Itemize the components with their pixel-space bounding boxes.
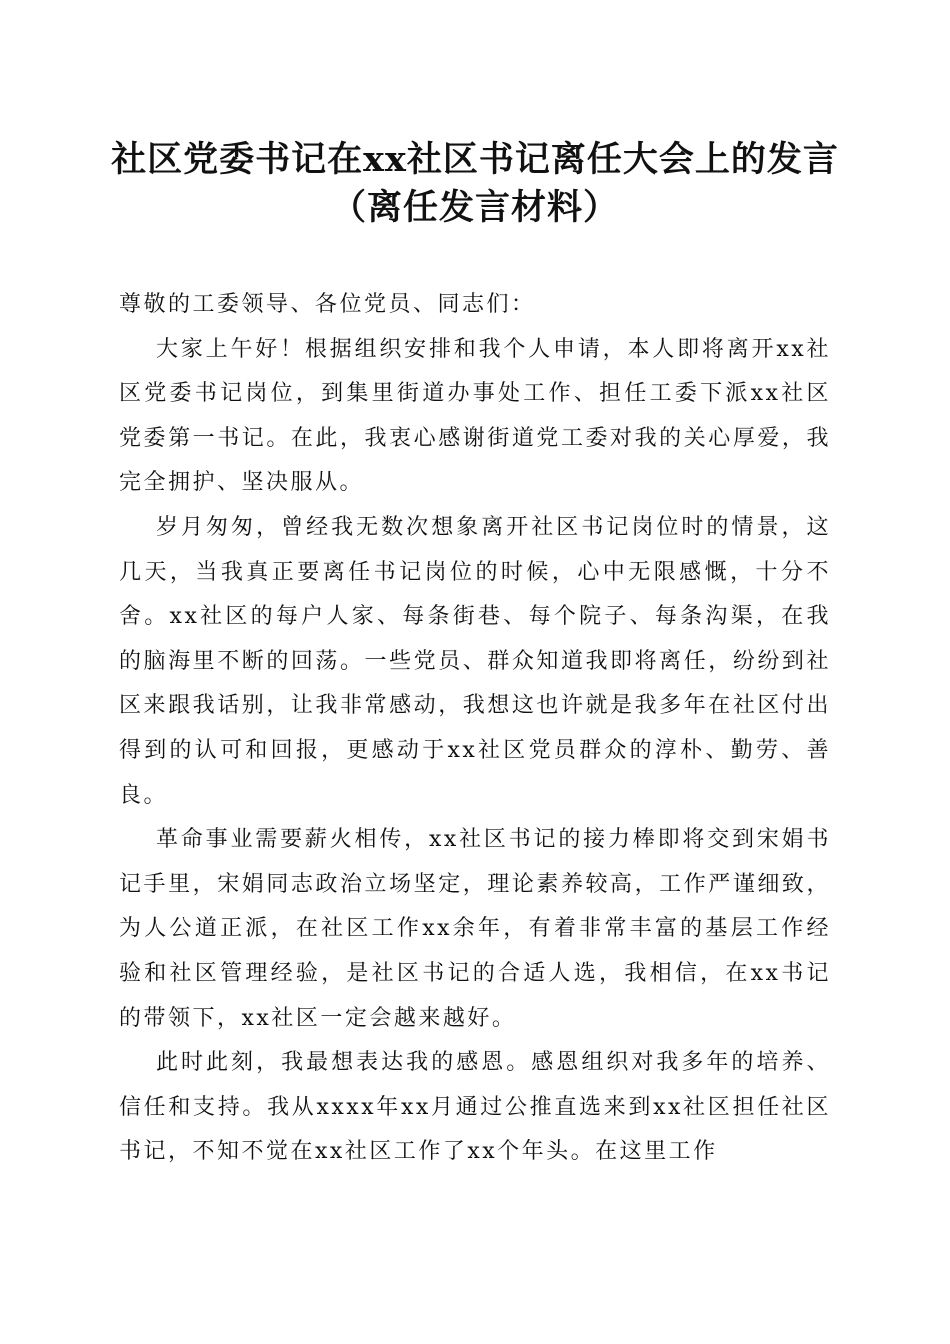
salutation: 尊敬的工委领导、各位党员、同志们：	[119, 292, 536, 317]
paragraph: 大家上午好！根据组织安排和我个人申请，本人即将离开xx社区党委书记岗位，到集里街道办事处工作、担任工委下派xx社区党委第一书记。在此，我衷心感谢街道党工委对我的关心厚爱，我完全拥护、坚决服从。	[119, 336, 831, 496]
paragraph: 此时此刻，我最想表达我的感恩。感恩组织对我多年的培养、信任和支持。我从xxxx年xx月通过公推直选来到xx社区担任社区书记，不知不觉在xx社区工作了xx个年头。在这里工作	[119, 1050, 831, 1165]
document-title: 社区党委书记在xx社区书记离任大会上的发言（离任发言材料）	[111, 139, 839, 228]
paragraph: 岁月匆匆，曾经我无数次想象离开社区书记岗位时的情景，这几天，当我真正要离任书记岗位的时候，心中无限感慨，十分不舍。xx社区的每户人家、每条街巷、每个院子、每条沟渠，在我的脑海里不断的回荡。一些党员、群众知道我即将离任，纷纷到社区来跟我话别，让我非常感动，我想这也许就是我多年在社区付出得到的认可和回报，更感动于xx社区党员群众的淳朴、勤劳、善良。	[119, 514, 831, 808]
paragraph: 革命事业需要薪火相传，xx社区书记的接力棒即将交到宋娟书记手里，宋娟同志政治立场坚定，理论素养较高，工作严谨细致，为人公道正派，在社区工作xx余年，有着非常丰富的基层工作经验和社区管理经验，是社区书记的合适人选，我相信，在xx书记的带领下，xx社区一定会越来越好。	[119, 827, 831, 1031]
document-body	[119, 283, 831, 1175]
